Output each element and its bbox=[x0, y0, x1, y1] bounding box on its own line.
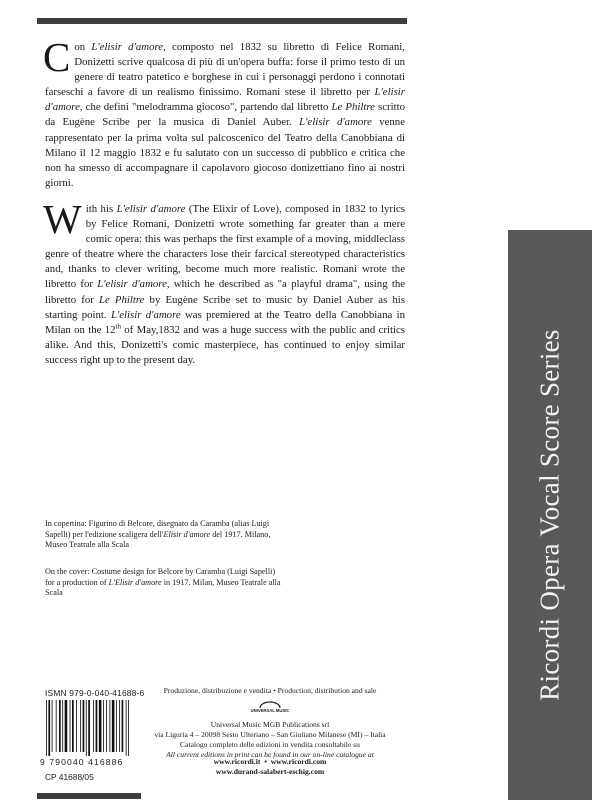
barcode-bar bbox=[103, 700, 104, 752]
cover-credit-english: On the cover: Costume design for Belcore by Caramba (Luigi Sapelli) for a production of L'Elisir d'amore in 1917. Milan, Museo Teatrale alla Scala bbox=[45, 567, 281, 598]
logo-text: UNIVERSAL MUSIC bbox=[250, 708, 290, 713]
barcode-bar bbox=[122, 700, 124, 752]
barcode-bar bbox=[65, 700, 68, 752]
barcode-bar bbox=[70, 700, 71, 752]
top-rule bbox=[37, 18, 407, 24]
cover-credit-italian: In copertina: Figurino di Belcore, disegnato da Caramba (alias Luigi Sapelli) per l'edizione scaligera dell'Elisir d'amore del 1917. Milano, Museo Teatrale alla Scala bbox=[45, 519, 271, 550]
barcode-bar bbox=[62, 700, 63, 752]
barcode-bar bbox=[46, 700, 47, 756]
english-description bbox=[43, 196, 406, 368]
barcode-bar bbox=[88, 700, 90, 756]
series-title: Ricordi Opera Vocal Score Series bbox=[534, 329, 565, 701]
english-dropcap: W bbox=[43, 196, 82, 242]
barcode-bar bbox=[109, 700, 110, 752]
barcode-bar bbox=[99, 700, 102, 752]
barcode-bar bbox=[116, 700, 117, 752]
barcode-bar bbox=[59, 700, 61, 752]
english-text: ith his L'elisir d'amore (The Elixir of Love), composed in 1832 to lyrics by Felice Romani, Donizetti wrote something far greater than a mere comic opera: this was perhaps the first example of a moving, middleclass genre of theatre where the characters lose their farcical stereotyped characteristics and, thanks to clever writing, become much more realistic. Romani wrote the libretto for L'elisir d'amore, which he described as "a playful drama", using the libretto for Le Philtre by Eugène Scribe set to music by Daniel Auber as his starting point. L'elisir d'amore was premiered at the Teatro della Canobbiana in Milan on the 12th of May,1832 and was a huge success with the public and critics alike. And this, Donizetti's comic masterpiece, has continued to enjoy similar success right up to the present day. bbox=[45, 203, 406, 366]
barcode-bar bbox=[76, 700, 77, 752]
series-band bbox=[508, 230, 592, 800]
italian-dropcap: C bbox=[43, 34, 71, 80]
barcode-bar bbox=[93, 700, 94, 752]
catalog-code: CP 41688/05 bbox=[45, 772, 94, 782]
universal-music-logo-icon bbox=[250, 699, 290, 719]
bottom-rule bbox=[37, 793, 141, 799]
barcode-bar bbox=[56, 700, 57, 752]
barcode-bar bbox=[83, 700, 85, 752]
barcode-bar bbox=[128, 700, 129, 756]
italian-text: on L'elisir d'amore, composto nel 1832 su libretto di Felice Romani, Donizetti scrive qualcosa di più di un'opera buffa: forse il primo testo di un genere di teatro patetico e borghese in cui i personaggi perdono i connotati farseschi a favore di un realismo finissimo. Romani stese il libretto per L'elisir d'amore, che definì "melodramma giocoso", partendo dal libretto Le Philtre scritto da Eugène Scribe per la musica di Daniel Auber. L'elisir d'amore venne rappresentato per la prima volta sul palcoscenico del Teatro della Canobbiana di Milano il 12 maggio 1832 e fu salutato con un successo di pubblico e critica che non ha smesso di accompagnare il capolavoro giocoso donizettiano fino ai nostri giorni. bbox=[45, 41, 406, 189]
barcode-image bbox=[45, 700, 141, 756]
barcode-bar bbox=[126, 700, 127, 756]
barcode-bar bbox=[96, 700, 98, 752]
barcode-bar bbox=[52, 700, 53, 752]
barcode-bar bbox=[48, 700, 50, 756]
barcode-bar bbox=[119, 700, 120, 752]
barcode-bar bbox=[112, 700, 115, 752]
publisher-address: Universal Music MGB Publications srl via Liguria 4 – 20098 Sesto Ulteriano – San Giuliano Milanese (MI) – Italia bbox=[154, 720, 386, 739]
barcode-digits: 9 790040 416886 bbox=[40, 757, 124, 767]
barcode-bar bbox=[80, 700, 81, 752]
barcode-bar bbox=[72, 700, 74, 752]
ismn-code: ISMN 979-0-040-41688-6 bbox=[45, 688, 145, 698]
barcode-bar bbox=[86, 700, 87, 756]
italian-description bbox=[43, 34, 406, 191]
publisher-websites: www.ricordi.it • www.ricordi.com www.durand-salabert-eschig.com bbox=[213, 757, 327, 776]
catalog-note: Catalogo completo delle edizioni in vendita consultabile su All current editions in print can be found in our on-line catalogue at bbox=[166, 740, 374, 759]
publisher-credits: Produzione, distribuzione e vendita • Production, distribution and sale bbox=[163, 686, 377, 695]
barcode-bar bbox=[106, 700, 107, 752]
